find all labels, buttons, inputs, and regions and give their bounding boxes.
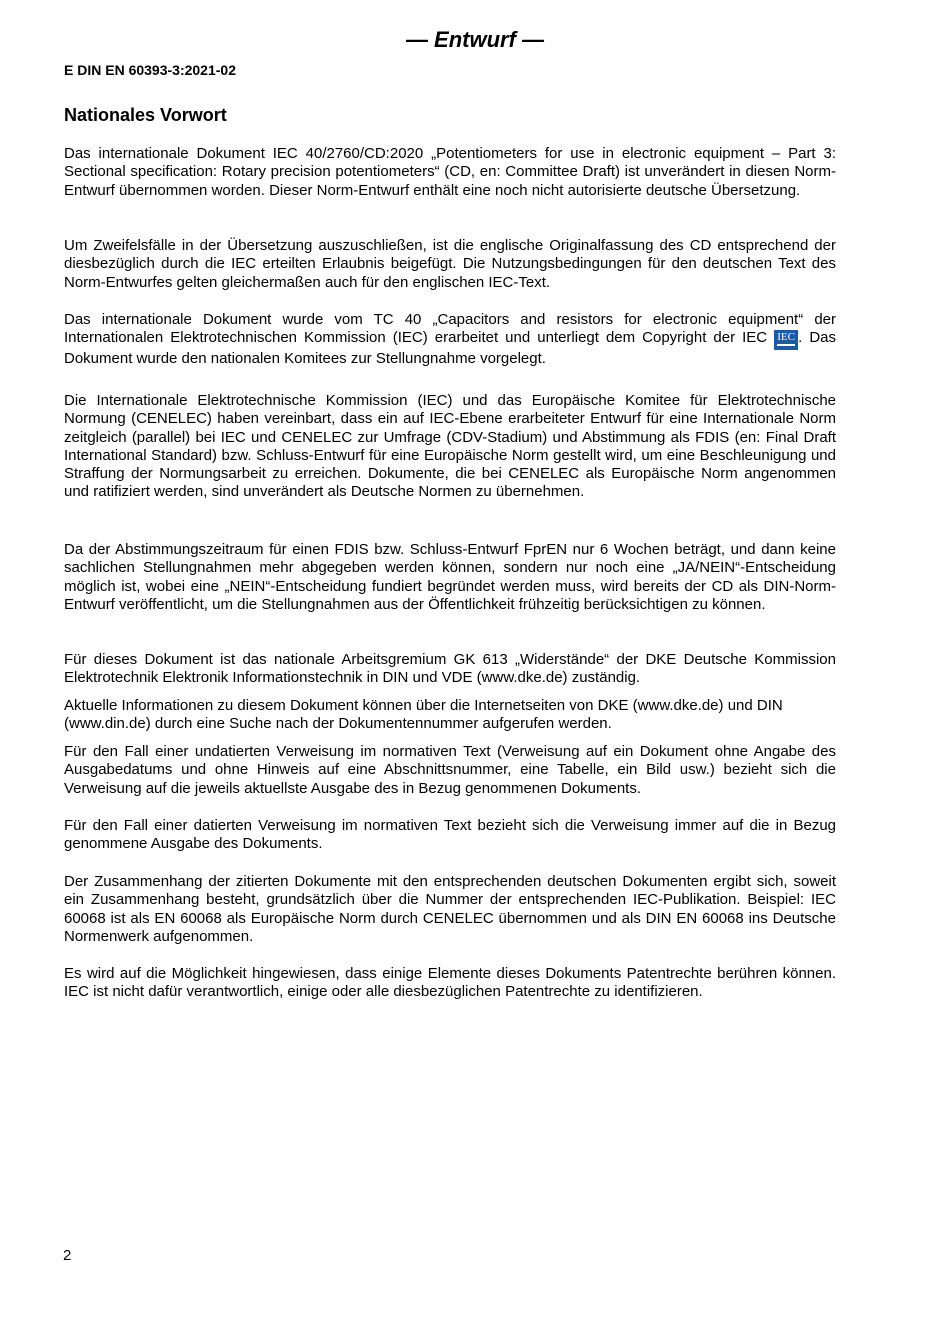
iec-logo-icon: IEC	[774, 330, 798, 350]
paragraph-2: Um Zweifelsfälle in der Übersetzung auszuschließen, ist die englische Originalfassung des CD entsprechend der diesbezüglich durch die IEC erteilten Erlaubnis beigefügt. Die Nutzungsbedingungen für den deutschen Text des Norm-Entwurfes gelten gleichermaßen auch für den englischen IEC-Text.	[64, 237, 836, 291]
document-number: E DIN EN 60393-3:2021-02	[64, 62, 236, 78]
page-number: 2	[63, 1247, 72, 1264]
section-title: Nationales Vorwort	[64, 105, 227, 125]
paragraph-4: Die Internationale Elektrotechnische Kommission (IEC) und das Europäische Komitee für Elektrotechnische Normung (CENELEC) haben vereinbart, dass ein auf IEC-Ebene erarbeiteter Entwurf für eine Internationale Norm zeitgleich (parallel) bei IEC und CENELEC zur Umfrage (CDV-Stadium) und Abstimmung als FDIS (en: Final Draft International Standard) bzw. Schluss-Entwurf für eine Europäische Norm gestellt wird, um eine Beschleunigung und Straffung der Normungsarbeit zu erreichen. Dokumente, die bei CENELEC als Europäische Norm angenommen und ratifiziert werden, sind unverändert als Deutsche Normen zu übernehmen.	[64, 392, 836, 501]
paragraph-8: Für den Fall einer undatierten Verweisung im normativen Text (Verweisung auf ein Dokument ohne Angabe des Ausgabedatums und ohne Hinweis auf eine Abschnittsnummer, eine Tabelle, ein Bild usw.) bezieht sich die Verweisung auf die jeweils aktuellste Ausgabe des in Bezug genommenen Dokuments.	[64, 743, 836, 797]
paragraph-3-text-start: Das internationale Dokument wurde vom TC 40 „Capacitors and resistors for electronic equipment“ der Internationalen Elektrotechnischen Kommission (IEC) erarbeitet und unterliegt dem Copyright der IEC	[64, 311, 836, 347]
paragraph-3-text-end: . Das Dokument wurde den nationalen Komitees zur Stellungnahme vorgelegt.	[64, 329, 836, 368]
paragraph-9: Für den Fall einer datierten Verweisung im normativen Text bezieht sich die Verweisung immer auf die in Bezug genommene Ausgabe des Dokuments.	[64, 817, 836, 853]
paragraph-6: Für dieses Dokument ist das nationale Arbeitsgremium GK 613 „Widerstände“ der DKE Deutsche Kommission Elektrotechnik Elektronik Informationstechnik in DIN und VDE (www.dke.de) zuständig.	[64, 651, 836, 687]
paragraph-10: Der Zusammenhang der zitierten Dokumente mit den entsprechenden deutschen Dokumenten ergibt sich, soweit ein Zusammenhang besteht, grundsätzlich über die Nummer der entsprechenden IEC-Publikation. Beispiel: IEC 60068 ist als EN 60068 als Europäische Norm durch CENELEC übernommen und als DIN EN 60068 ins Deutsche Normenwerk aufgenommen.	[64, 873, 836, 945]
paragraph-3	[64, 311, 836, 369]
draft-label: — Entwurf —	[405, 27, 545, 52]
paragraph-7: Aktuelle Informationen zu diesem Dokument können über die Internetseiten von DKE (www.dke.de) und DIN (www.din.de) durch eine Suche nach der Dokumentennummer aufgerufen werden.	[64, 697, 783, 733]
paragraph-11: Es wird auf die Möglichkeit hingewiesen, dass einige Elemente dieses Dokuments Patentrechte berühren können. IEC ist nicht dafür verantwortlich, einige oder alle diesbezüglichen Patentrechte zu identifizieren.	[64, 965, 836, 1001]
paragraph-5: Da der Abstimmungszeitraum für einen FDIS bzw. Schluss-Entwurf FprEN nur 6 Wochen beträgt, und dann keine sachlichen Stellungnahmen mehr abgegeben werden können, sondern nur noch eine „JA/NEIN“-Entscheidung möglich ist, wobei eine „NEIN“-Entscheidung fundiert begründet werden muss, wird bereits der CD als DIN-Norm-Entwurf veröffentlicht, um die Stellungnahmen aus der Öffentlichkeit frühzeitig berücksichtigen zu können.	[64, 541, 836, 613]
paragraph-1: Das internationale Dokument IEC 40/2760/CD:2020 „Potentiometers for use in electronic equipment – Part 3: Sectional specification: Rotary precision potentiometers“ (CD, en: Committee Draft) ist unverändert in diesen Norm-Entwurf übernommen worden. Dieser Norm-Entwurf enthält eine noch nicht autorisierte deutsche Übersetzung.	[64, 145, 836, 199]
